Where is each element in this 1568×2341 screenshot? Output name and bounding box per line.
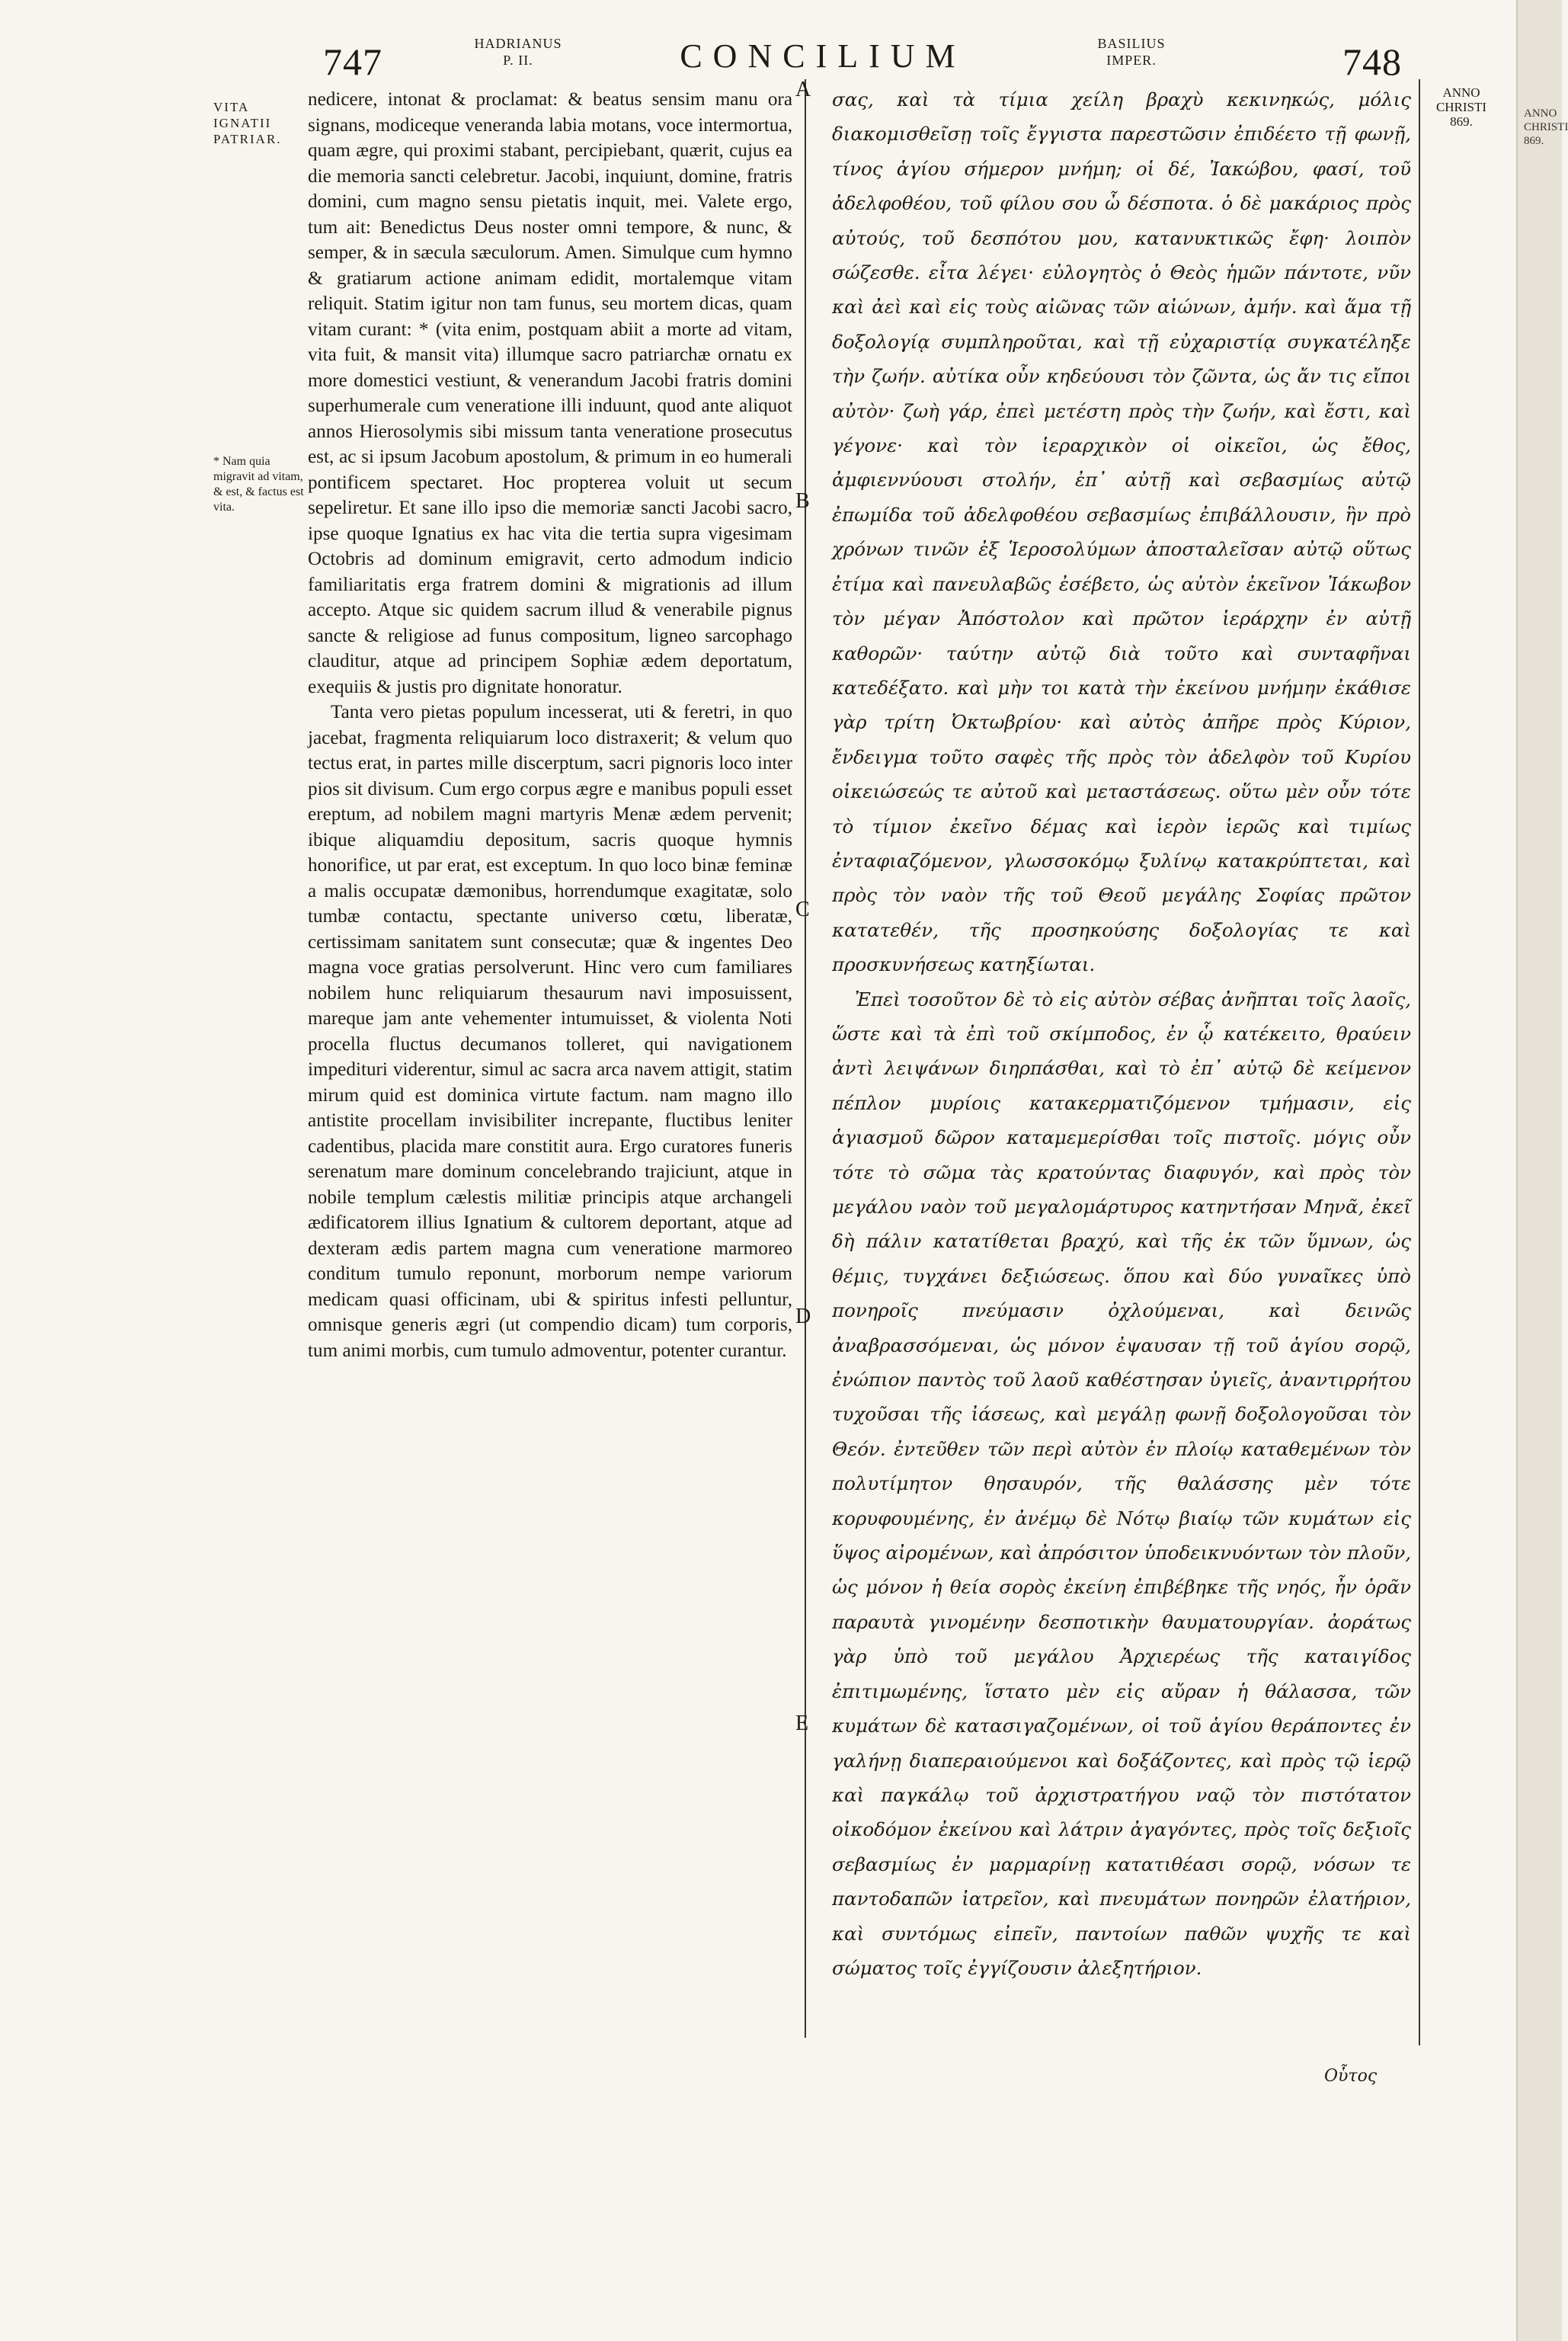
anno-label: ANNO [1442,85,1480,100]
outer-margin-rule [1419,79,1420,2045]
christi-label: CHRISTI [1435,100,1487,114]
greek-column [832,82,1411,1985]
side-title-vita: VITA IGNATII PATRIAR. [213,100,282,146]
running-title: CONCILIUM [680,37,966,75]
facing-page-anno: ANNO CHRISTI 869. [1524,107,1568,147]
page-number-right: 748 [1342,40,1402,83]
side-footnote: * Nam quia migravit ad vitam, & est, & factus est vita. [213,455,304,514]
latin-column [308,87,792,1363]
page-number-left: 747 [323,40,382,83]
year-margin-note [1423,85,1499,129]
section-letter-b: B [795,489,810,513]
section-letter-d: D [795,1305,811,1328]
greek-paragraph-2: Ἐπεὶ τοσοῦτον δὲ τὸ εἰς αὐτὸν σέβας ἀνῆπται τοῖς λαοῖς, ὥστε καὶ τὰ ἐπὶ τοῦ σκίμποδος, ἐν ᾧ κατέκειτο, θραύειν ἀντὶ λειψάνων διηρπάσθαι, καὶ τὸ ἐπ᾽ αὐτῷ δὲ κείμενον πέπλον μυρίοις κατακερματιζόμενον τμήμασιν, εἰς ἁγιασμοῦ δῶρον καταμεμερίσθαι τοῖς πιστοῖς. μόγις οὖν τότε τὸ σῶμα τὰς κρατούντας διαφυγόν, καὶ πρὸς τὸν μεγάλου ναὸν τοῦ μεγαλομάρτυρος κατηντήσαν Μηνᾶ, ἐκεῖ δὴ πάλιν κατατίθεται βραχύ, καὶ τῆς ἐκ τῶν ὕμνων, ὡς θέμις, τυγχάνει δεξιώσεως. ὅπου καὶ δύο γυναῖκες ὑπὸ πονηροῖς πνεύμασιν ὀχλούμεναι, καὶ δεινῶς ἀναβρασσόμεναι, ὡς μόνον ἐψαυσαν τῇ τοῦ ἁγίου σορῷ, ἐνώπιον παντὸς τοῦ λαοῦ καθέστησαν ὑγιεῖς, ἀναντιρρήτου τυχοῦσαι τῆς ἰάσεως, καὶ μεγάλῃ φωνῇ δοξολογοῦσαι τὸν Θεόν. ἐντεῦθεν τῶν περὶ αὐτὸν ἐν πλοίῳ καταθεμένων τὸν πολυτίμητον θησαυρόν, τῆς θαλάσσης μὲν τότε κορυφουμένης, ἐν ἀνέμῳ δὲ Νότῳ βιαίῳ τῶν κυμάτων εἰς ὕψος αἰρομένων, καὶ ἀπρόσιτον ὑποδεικνυόντων τὸν πλοῦν, ὡς μόνον ἡ θεία σορὸς ἐκείνη ἐπιβέβηκε τῆς νηός, ἦν ὁρᾶν παραυτὰ γινομένην δεσποτικὴν θαυματουργίαν. ἀοράτως γὰρ ὑπὸ τοῦ μεγάλου Ἀρχιερέως τῆς καταιγίδος ἐπιτιμωμένης, ἵστατο μὲν εἰς αὔραν ἡ θάλασσα, τῶν κυμάτων δὲ κατασιγαζομένων, οἱ τοῦ ἁγίου θεράποντες ἐν γαλήνῃ διαπεραιούμενοι καὶ δοξάζοντες, καὶ πρὸς τῷ ἱερῷ καὶ παγκάλῳ τοῦ ἀρχιστρατήγου ναῷ τὸν πιστότατον οἰκοδόμον ἐκείνου καὶ λάτριν ἀγαγόντες, πρὸς τοῖς δεξιοῖς σεβασμίως ἐν μαρμαρίνῃ κατατιθέασι σορῷ, νόσων τε παντοδαπῶν ἰατρεῖον, καὶ πνευμάτων πονηρῶν ἐλατήριον, καὶ συντόμως εἰπεῖν, παντοίων παθῶν ψυχῆς τε καὶ σώματος τοῖς ἐγγίζουσιν ἀλεξητήριον. [832,988,1411,1979]
greek-paragraph-1: σας, καὶ τὰ τίμια χείλη βραχὺ κεκινηκώς, μόλις διακομισθεῖσῃ τοῖς ἔγγιστα παρεστῶσιν ἐπιδέετο τῇ φωνῇ, τίνος ἁγίου σήμερον μνήμη; οἱ δέ, Ἰακώβου, φασί, τοῦ ἀδελφοθέου, τοῦ φίλου σου ὦ δέσποτα. ὁ δὲ μακάριος πρὸς αὐτούς, τοῦ δεσπότου μου, κατανυκτικῶς ἔφη· λοιπὸν σώζεσθε. εἶτα λέγει· εὐλογητὸς ὁ Θεὸς ἡμῶν πάντοτε, νῦν καὶ ἀεὶ καὶ εἰς τοὺς αἰῶνας τῶν αἰώνων, ἀμήν. καὶ ἅμα τῇ δοξολογίᾳ συμπληροῦται, καὶ τῇ εὐχαριστίᾳ συγκατέληξε τὴν ζωήν. αὐτίκα οὖν κηδεύουσι τὸν ζῶντα, ὡς ἄν τις εἴποι αὐτὸν· ζωὴ γάρ, ἐπεὶ μετέστη πρὸς τὴν ζωήν, καὶ ἔστι, καὶ γέγονε· καὶ τὸν ἱεραρχικὸν οἱ οἰκεῖοι, ὡς ἔθος, ἀμφιεννύουσι στολήν, ἐπ᾽ αὐτῇ καὶ σεβασμίως αὐτῷ ἐπωμίδα τοῦ ἀδελφοθέου σεβασμίως ἐπιβάλλουσιν, ἣν πρὸ χρόνων τινῶν ἐξ Ἱεροσολύμων ἀποσταλεῖσαν αὐτῷ οὕτως ἐτίμα καὶ πανευλαβῶς ἐσέβετο, ὡς αὐτὸν ἐκεῖνον Ἰάκωβον τὸν μέγαν Ἀπόστολον καὶ πρῶτον ἱεράρχην ἐν αὐτῇ καθορῶν· ταύτην αὐτῷ διὰ τοῦτο καὶ συνταφῆναι κατεδέξατο. καὶ μὴν τοι κατὰ τὴν ἐκείνου μνήμην ἐκάθισε γὰρ τρίτη Ὀκτωβρίου· καὶ αὐτὸς ἀπῆρε πρὸς Κύριον, ἔνδειγμα τοῦτο σαφὲς τῆς πρὸς τὸν ἀδελφὸν τοῦ Κυρίου οἰκειώσεώς τε αὐτοῦ καὶ μεταστάσεως. οὕτω μὲν οὖν τότε τὸ τίμιον ἐκεῖνο δέμας καὶ ἱερὸν ἱερῶς καὶ τιμίως ἐνταφιαζόμενον, γλωσσοκόμῳ ξυλίνῳ κατακρύπτεται, καὶ πρὸς τὸν ναὸν τῆς τοῦ Θεοῦ μεγάλης Σοφίας πρῶτον κατατεθέν, τῆς προσηκούσης δοξολογίας τε καὶ προσκυνήσεως κατηξίωται. [832,88,1411,976]
running-head-right: BASILIUS IMPER. [1097,36,1166,68]
section-letter-c: C [795,898,810,921]
latin-paragraph-1: nedicere, intonat & proclamat: & beatus sensim manu ora signans, modiceque veneranda labia motans, voce intermortua, quam ægre, qui proximi stabant, percipiebant, quærit, cujus ea die memoria sancti celebretur. Jacobi, inquiunt, domine, fratris domini, cum magno sensu pietatis inquit, mei. Valete ergo, tum ait: Benedictus Deus noster omni tempore, & nunc, & semper, & in sæcula sæculorum. Amen. Simulque cum hymno & gratiarum actione animam edidit, mortalemque vitam reliquit. Statim igitur non tam funus, seu mortem dicas, quam vitam curant: * (vita enim, postquam abiit a morte ad vitam, vita fuit, & mansit vita) illumque sacro patriarchæ ornatu ex more domestici vestiunt, & venerandum Jacobi fratris domini superhumerale cum veneratione illi induunt, quod ante aliquot annos Hierosolymis sibi missum tanta veneratione prosecutus est, ac si ipsum Jacobum apostolum, & primum in eo humerali pontificem spectaret. Hoc propterea voluit ut secum sepeliretur. Et sane illo ipso die memoriæ sancti Jacobi sacro, ipse quoque Ignatius ex hac vita die tertia supra vigesimam Octobris ad dominum emigravit, certo admodum indicio familiaritatis erga fratrem domini & migrationis ad illum accepto. Atque sic quidem sacrum illud & venerabile pignus sancte & religiose ad funus compositum, ligneo sarcophago clauditur, atque ad principem Sophiæ ædem deportatum, exequiis & justis pro dignitate honoratur. [308,89,792,697]
running-head-left: HADRIANUS P. II. [474,36,562,68]
year-value: 869. [1450,114,1473,129]
catchword: Οὗτος [1324,2067,1378,2086]
column-divider [805,79,806,2038]
section-letter-e: E [795,1712,809,1735]
section-letter-a: A [795,78,811,101]
facing-page-edge [1516,0,1568,2341]
latin-paragraph-2: Tanta vero pietas populum incesserat, uti & feretri, in quo jacebat, fragmenta reliquiarum loco distraxerit; & velum quo tectus erat, in partes mille discerptum, sacri pignoris loco inter pios sit divisum. Cum ergo corpus ægre e manibus populi esset ereptum, ad nobilem magni martyris Menæ ædem pervenit; ibique aliquamdiu depositum, sacris quoque hymnis honorifice, ut par erat, est exceptum. In quo loco binæ feminæ a malis occupatæ dæmonibus, horrendumque exagitatæ, solo tumbæ contactu, spectante universo cœtu, liberatæ, certissimam sanitatem sunt consecutæ; quæ & ingentes Deo magna voce gratias persolverunt. Hinc vero cum familiares nobilem hunc reliquiarum thesaurum navi imposuissent, mareque jam ante vehementer intumuisset, & violenta Noti procella fluctus decumanos tolleret, qui navigationem impedituri viderentur, simul ac sacra arca navem attigit, statim mirum quid est dominica virtute factum. nam magno illo antistite procellam invisibiliter increpante, fluctibus leniter cadentibus, placida mare constitit aura. Ergo curatores funeris serenatum mare dominum concelebrando trajiciunt, atque in nobile templum cælestis militiæ principis atque archangeli ædificatorem illius Ignatium & cultorem deportant, atque ad dexteram ædis partem magna cum veneratione marmoreo conditum tumulo reponunt, morborum nempe variorum medicam quasi officinam, ubi & spiritus infesti pelluntur, omnisque generis ægri (ut compendio dicam) tum corporis, tum animi morbis, cum tumulo admoventur, potenter curantur. [308,702,792,1361]
